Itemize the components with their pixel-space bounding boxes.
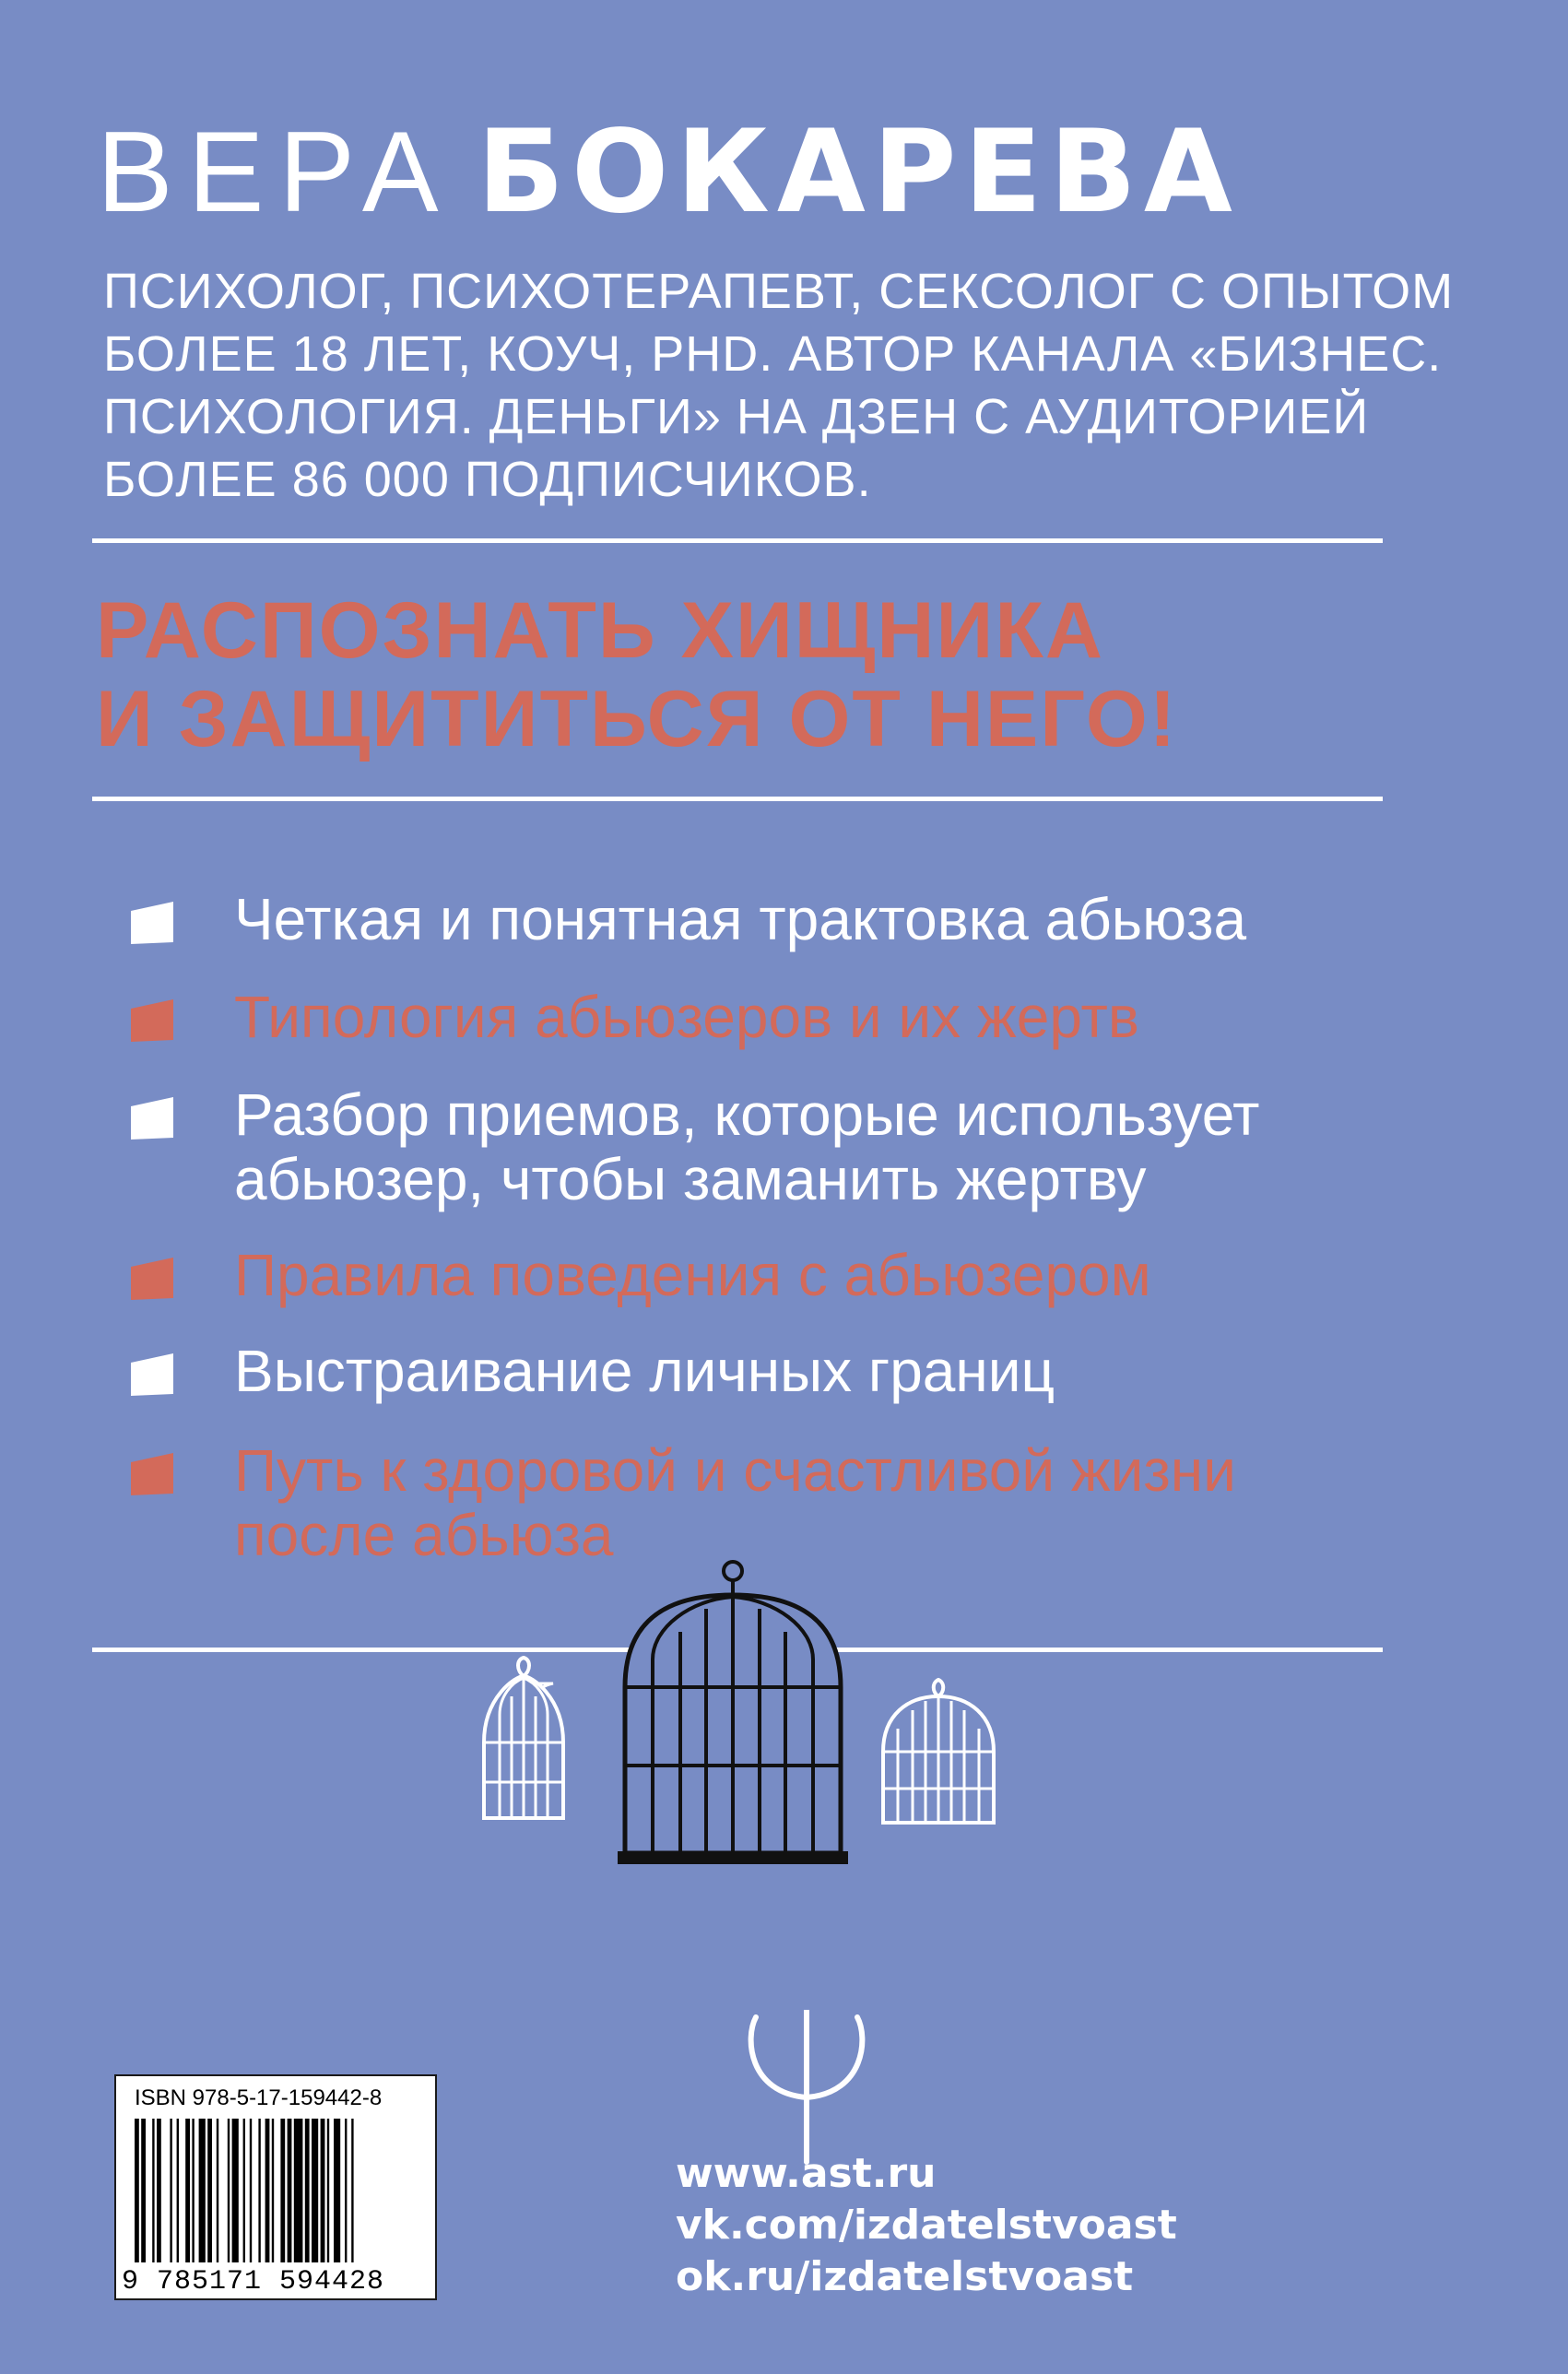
feature-text: Типология абьюзеров и их жертв	[234, 984, 1139, 1050]
divider	[92, 538, 1383, 543]
book-page-bullet-icon	[129, 1095, 175, 1141]
vk-link[interactable]: vk.com/izdatelstvoast	[676, 2202, 1177, 2249]
headline	[96, 586, 1177, 763]
feature-text: Четкая и понятная трактовка абьюза	[234, 886, 1247, 952]
feature-text: Разбор приемов, которые использует абьюзер, чтобы заманить жертву	[234, 1081, 1260, 1212]
feature-text: Выстраивание личных границ	[234, 1338, 1055, 1404]
bio-line: БОЛЕЕ 18 ЛЕТ, КОУЧ, PHD. АВТОР КАНАЛА «БИЗНЕС.	[103, 326, 1443, 382]
author-first-name: ВЕРА	[97, 109, 454, 236]
book-page-bullet-icon	[129, 998, 175, 1044]
feature-text: Путь к здоровой и счастливой жизни после абьюза	[234, 1437, 1236, 1568]
author-name	[97, 103, 1240, 242]
psi-icon	[737, 2010, 876, 2167]
large-birdcage	[618, 1562, 848, 1864]
author-bio	[103, 260, 1455, 511]
bio-line: БОЛЕЕ 86 000 ПОДПИСЧИКОВ.	[103, 452, 872, 507]
book-page-bullet-icon	[129, 900, 175, 946]
book-page-bullet-icon	[129, 1451, 175, 1497]
isbn-barcode-block	[114, 2074, 437, 2300]
website-link[interactable]: www.ast.ru	[676, 2150, 937, 2197]
barcode-digits: 9 785171 594428	[122, 2266, 385, 2297]
book-page-bullet-icon	[129, 1352, 175, 1398]
divider	[92, 797, 1383, 801]
author-last-name: БОКАРЕВА	[477, 106, 1240, 239]
small-birdcage-left	[484, 1658, 563, 1818]
small-birdcage-right	[883, 1680, 994, 1823]
book-page-bullet-icon	[129, 1256, 175, 1302]
bio-line: ПСИХОЛОГ, ПСИХОТЕРАПЕВТ, СЕКСОЛОГ С ОПЫТОМ	[103, 264, 1455, 319]
isbn-label: ISBN 978-5-17-159442-8	[135, 2085, 383, 2110]
headline-line: И ЗАЩИТИТЬСЯ ОТ НЕГО!	[96, 675, 1178, 763]
feature-text: Правила поведения с абьюзером	[234, 1242, 1151, 1308]
birdcage-icon	[442, 1558, 1014, 1890]
ok-link[interactable]: ok.ru/izdatelstvoast	[676, 2253, 1134, 2300]
bio-line: ПСИХОЛОГИЯ. ДЕНЬГИ» НА ДЗЕН С АУДИТОРИЕЙ	[103, 389, 1370, 444]
publisher-links	[676, 2148, 1177, 2303]
barcode	[129, 2115, 426, 2266]
headline-line: РАСПОЗНАТЬ ХИЩНИКА	[96, 586, 1104, 675]
